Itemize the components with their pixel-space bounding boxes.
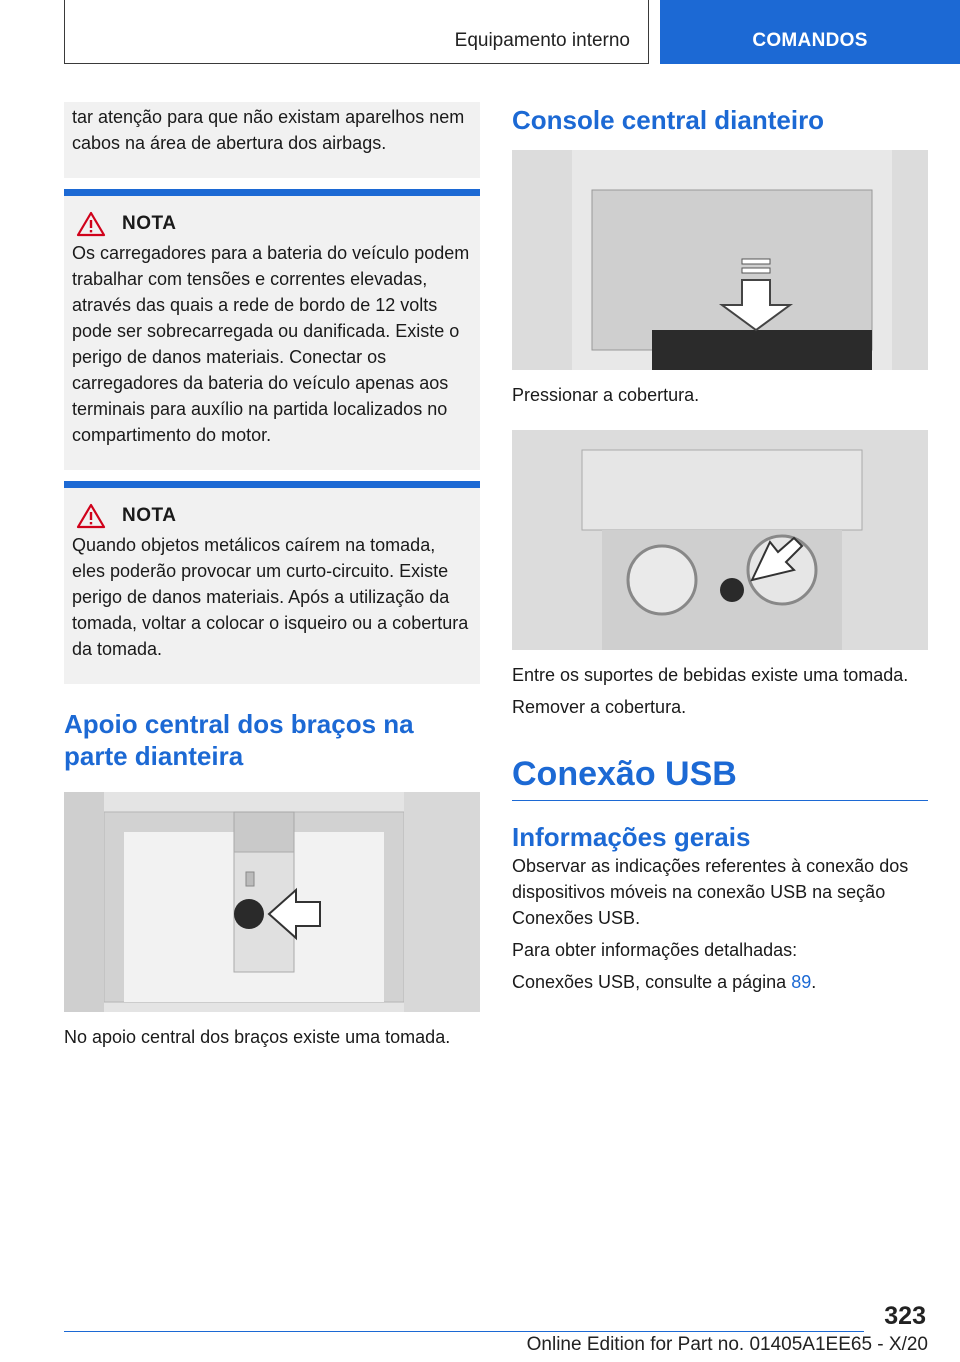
notice-text: Quando objetos metálicos caírem na tomada, eles poderão provocar um curto-circuito. Existe perigo de danos materiais. Após a utilização da tomada, voltar a colocar o isqueiro ou a cobertura da tomada. bbox=[72, 535, 469, 659]
header-section-title: Equipamento interno bbox=[454, 30, 630, 51]
caption-press-cover: Pressionar a cobertura. bbox=[512, 385, 700, 405]
armrest-heading: Apoio central dos braços na parte dianteira bbox=[64, 709, 414, 771]
page-number: 323 bbox=[884, 1302, 926, 1330]
warning-triangle-icon bbox=[76, 503, 106, 529]
general-info-heading: Informações gerais bbox=[512, 822, 751, 852]
console-heading: Console central dianteiro bbox=[512, 105, 825, 135]
console-cover-figure bbox=[512, 150, 928, 370]
footer-rule bbox=[64, 1331, 864, 1332]
header-chapter-tab bbox=[660, 0, 960, 64]
continued-note-text: tar atenção para que não existam aparelhos nem cabos na área de abertura dos airbags. bbox=[72, 107, 465, 153]
header-section-box bbox=[64, 0, 649, 64]
usb-heading: Conexão USB bbox=[512, 755, 737, 793]
cupholder-socket-figure bbox=[512, 430, 928, 650]
usb-heading-block bbox=[512, 754, 928, 801]
header-chapter-title: COMANDOS bbox=[752, 30, 868, 51]
footer-edition: Online Edition for Part no. 01405A1EE65 - X/20 bbox=[526, 1334, 928, 1355]
notice-short-circuit bbox=[64, 481, 480, 684]
right-column bbox=[512, 102, 928, 995]
notice-title: NOTA bbox=[122, 213, 177, 234]
general-info-text: Observar as indicações referentes à conexão dos dispositivos móveis na conexão USB na seção Conexões USB. bbox=[512, 856, 909, 928]
left-column bbox=[64, 102, 480, 1050]
armrest-socket-figure bbox=[64, 792, 480, 1012]
notice-charger bbox=[64, 189, 480, 470]
reference-text: Conexões USB, consulte a página bbox=[512, 972, 792, 992]
details-text: Para obter informações detalhadas: bbox=[512, 940, 798, 960]
notice-title: NOTA bbox=[122, 505, 177, 526]
continued-note bbox=[64, 102, 480, 178]
reference-end: . bbox=[811, 972, 817, 992]
page-reference-link[interactable]: 89 bbox=[791, 972, 812, 992]
caption-remove-cover: Remover a cobertura. bbox=[512, 697, 687, 717]
armrest-caption: No apoio central dos braços existe uma tomada. bbox=[64, 1027, 451, 1047]
notice-text: Os carregadores para a bateria do veículo podem trabalhar com tensões e correntes elevadas, através das quais a rede de bordo de 12 volts pode ser sobrecarregada ou danificada. Existe o perigo de danos materiais. Conectar os carregadores da bateria do veículo apenas aos terminais para auxílio na partida localizados no compartimento do motor. bbox=[72, 243, 470, 445]
reference-line bbox=[512, 969, 928, 995]
warning-triangle-icon bbox=[76, 211, 106, 237]
caption-socket-location: Entre os suportes de bebidas existe uma tomada. bbox=[512, 665, 909, 685]
